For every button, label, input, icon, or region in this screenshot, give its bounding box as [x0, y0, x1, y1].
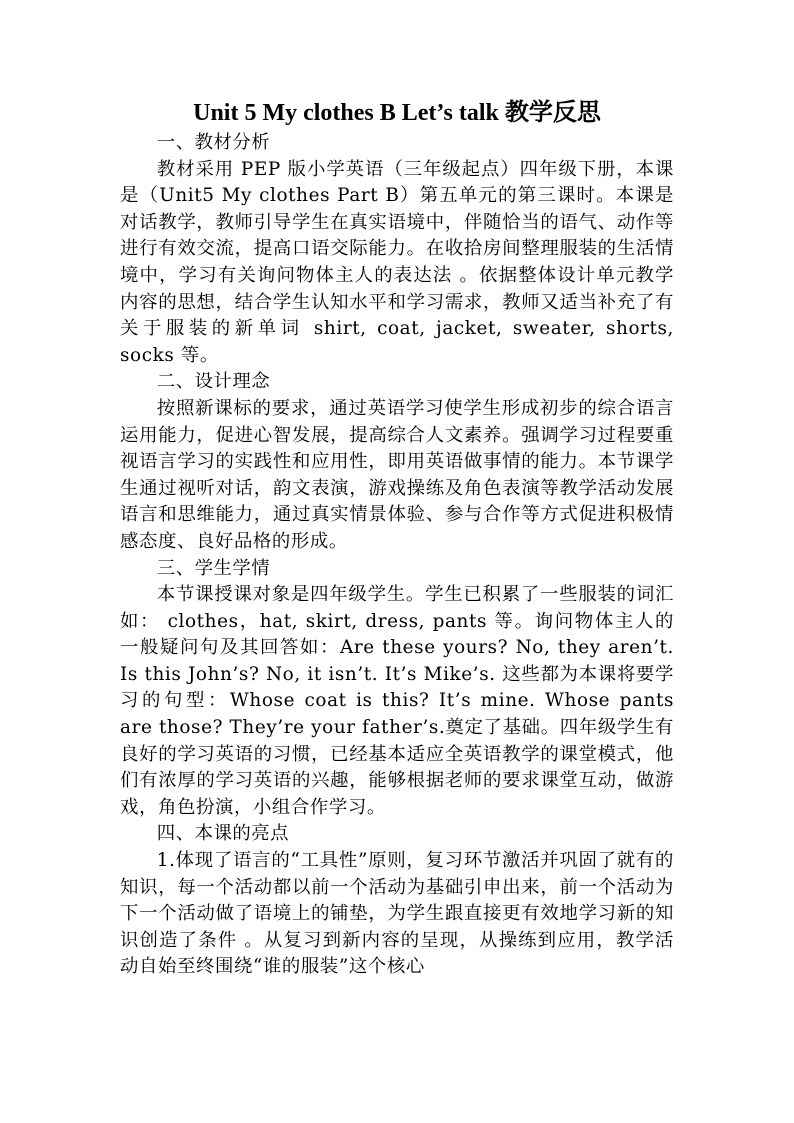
section-heading-student-situation: 三、学生学情: [156, 557, 271, 579]
document-title: Unit 5 My clothes B Let’s talk 教学反思: [193, 100, 601, 126]
section-heading-design-concept: 二、设计理念: [156, 371, 271, 393]
section-heading-textbook-analysis: 一、教材分析: [156, 132, 271, 153]
paragraph-lesson-highlights: 1.体现了语言的“工具性”原则，复习环节激活并巩固了就有的知识，每一个活动都以前一个活动为基础引申出来，前一个活动为下一个活动做了语境上的铺垫，为学生跟直接更有效地学习新的知识创造了条件 。从复习到新内容的呈现，从操练到应用，教学活动自始至终围绕“谁的服装”这个核心: [120, 850, 674, 978]
paragraph-textbook-analysis: 教材采用 PEP 版小学英语（三年级起点）四年级下册，本课是（Unit5 My clothes Part B）第五单元的第三课时。本课是对话教学，教师引导学生在真实语境中，伴随恰当的语气、动作等进行有效交流，提高口语交际能力。在收拾房间整理服装的生活情境中，学习有关询问物体主人的表达法 。依据整体设计单元教学内容的思想，结合学生认知水平和学习需求，教师又适当补充了有关于服装的新单词 shirt, coat, jacket, sweater, shorts, socks 等。: [120, 158, 674, 366]
document-page: [120, 96, 674, 981]
section-heading-lesson-highlights: 四、本课的亮点: [156, 823, 290, 845]
paragraph-student-situation: 本节课授课对象是四年级学生。学生已积累了一些服装的词汇如： clothes，hat, skirt, dress, pants 等。询问物体主人的一般疑问句及其回答如：Are these yours? No, they aren’t. Is this John’s? No, it isn’t. It’s Mike’s. 这些都为本课将要学习的句型：Whose coat is this? It’s mine. Whose pants are those? They’re your father’s.奠定了基础。四年级学生有良好的学习英语的习惯，已经基本适应全英语教学的课堂模式，他们有浓厚的学习英语的兴趣，能够根据老师的要求课堂互动，做游戏，角色扮演，小组合作学习。: [120, 584, 674, 818]
paragraph-design-concept: 按照新课标的要求，通过英语学习使学生形成初步的综合语言运用能力，促进心智发展，提高综合人文素养。强调学习过程要重视语言学习的实践性和应用性，即用英语做事情的能力。本节课学生通过视听对话，韵文表演，游戏操练及角色表演等教学活动发展语言和思维能力，通过真实情景体验、参与合作等方式促进积极情感态度、良好品格的形成。: [120, 397, 674, 552]
